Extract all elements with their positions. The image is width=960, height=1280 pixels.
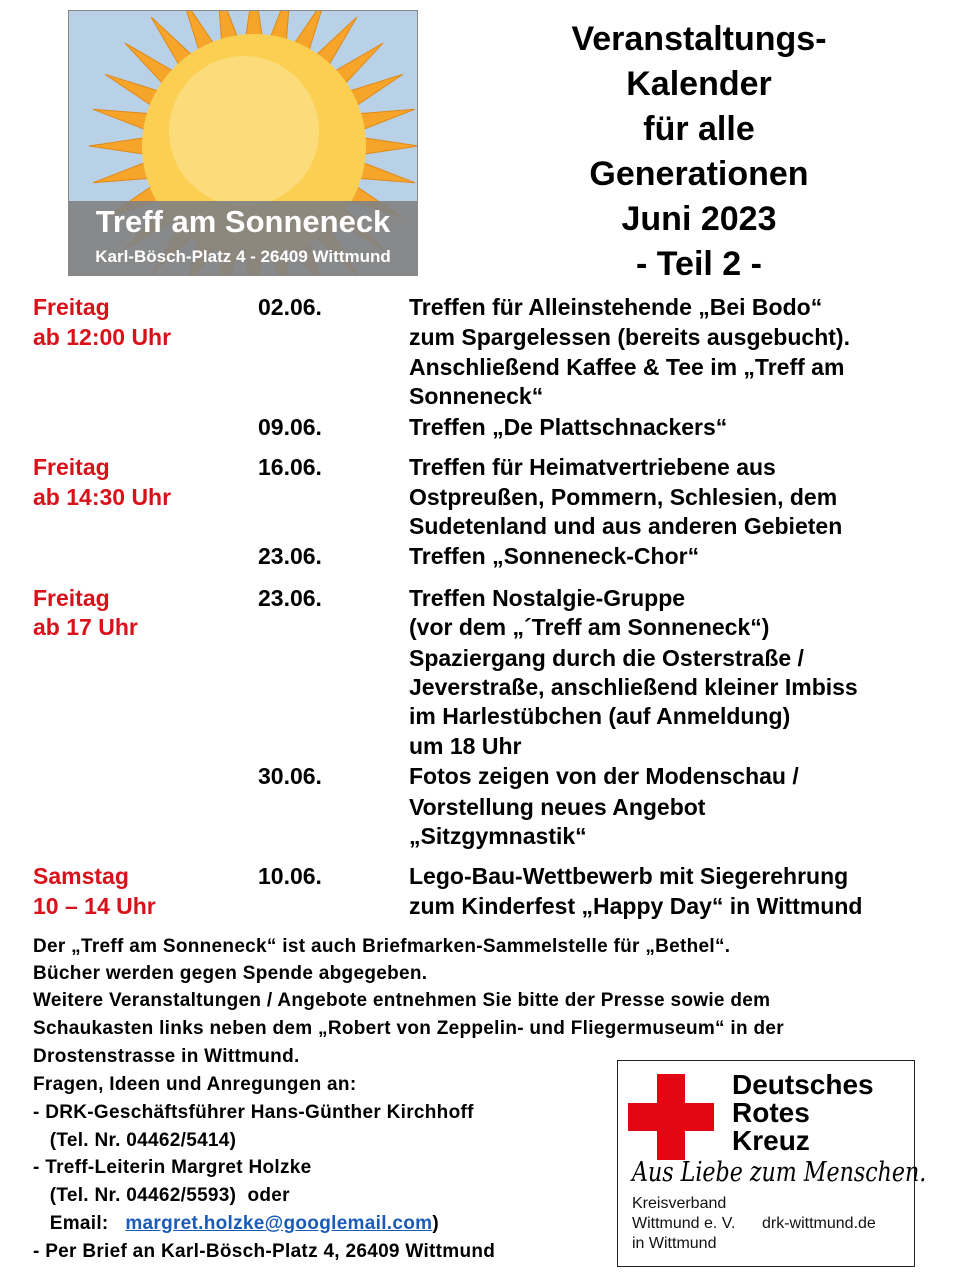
- drk-name-line: Rotes: [732, 1097, 810, 1128]
- event-desc: zum Kinderfest „Happy Day“ in Wittmund: [409, 893, 863, 919]
- drk-name-line: Deutsches: [732, 1069, 874, 1100]
- title-line: Veranstaltungs-: [571, 20, 827, 58]
- red-cross-icon: [628, 1074, 714, 1160]
- event-desc: Treffen „Sonneneck-Chor“: [409, 543, 700, 569]
- drk-name-line: Kreuz: [732, 1125, 810, 1156]
- title-line: Kalender: [626, 65, 772, 103]
- drk-org-line: Wittmund e. V.: [632, 1215, 736, 1232]
- footer-line: Drostenstrasse in Wittmund.: [33, 1046, 300, 1067]
- footer-line: - Treff-Leiterin Margret Holzke: [33, 1157, 312, 1178]
- email-close: ): [432, 1213, 439, 1234]
- event-date: 09.06.: [258, 414, 322, 440]
- footer-line: Schaukasten links neben dem „Robert von Zeppelin- und Fliegermuseum“ in der: [33, 1018, 784, 1039]
- footer-line: Weitere Veranstaltungen / Angebote entnehmen Sie bitte der Presse sowie dem: [33, 990, 771, 1011]
- event-desc: Lego-Bau-Wettbewerb mit Siegerehrung: [409, 863, 849, 889]
- event-day: Freitag: [33, 294, 110, 320]
- drk-org-line: in Wittmund: [632, 1235, 717, 1252]
- event-desc: Ostpreußen, Pommern, Schlesien, dem: [409, 484, 838, 510]
- title-line: Juni 2023: [621, 200, 777, 238]
- drk-logo: [617, 1060, 927, 1267]
- event-desc: Anschließend Kaffee & Tee im „Treff am: [409, 354, 845, 380]
- title-line: Generationen: [589, 155, 809, 193]
- footer-line: Bücher werden gegen Spende abgegeben.: [33, 963, 428, 984]
- event-date: 23.06.: [258, 585, 322, 611]
- title-line: - Teil 2 -: [636, 245, 762, 283]
- event-desc: Sudetenland und aus anderen Gebieten: [409, 513, 843, 539]
- event-desc: im Harlestübchen (auf Anmeldung): [409, 703, 791, 729]
- email-link[interactable]: margret.holzke@googlemail.com: [125, 1213, 433, 1234]
- event-desc: Spaziergang durch die Osterstraße /: [409, 645, 804, 671]
- event-desc: (vor dem „´Treff am Sonneneck“): [409, 614, 770, 640]
- event-day: Freitag: [33, 454, 110, 480]
- footer-line: (Tel. Nr. 04462/5414): [33, 1130, 237, 1151]
- event-day: Samstag: [33, 863, 129, 889]
- drk-slogan: Aus Liebe zum Menschen.: [632, 1157, 927, 1188]
- event-desc: Treffen für Heimatvertriebene aus: [409, 454, 776, 480]
- event-desc: Treffen Nostalgie-Gruppe: [409, 585, 686, 611]
- event-desc: „Sitzgymnastik“: [409, 823, 587, 849]
- event-date: 02.06.: [258, 294, 322, 320]
- logo-name: Treff am Sonneneck: [95, 204, 391, 239]
- event-desc: zum Spargelessen (bereits ausgebucht).: [409, 324, 850, 350]
- title-line: für alle: [643, 110, 755, 148]
- footer-line: Fragen, Ideen und Anregungen an:: [33, 1074, 357, 1095]
- event-date: 30.06.: [258, 763, 322, 789]
- email-label: Email:: [33, 1213, 109, 1234]
- footer-email-line: [33, 1213, 439, 1235]
- logo-address: Karl-Bösch-Platz 4 - 26409 Wittmund: [95, 247, 391, 266]
- footer-line: - DRK-Geschäftsführer Hans-Günther Kirchhoff: [33, 1102, 474, 1123]
- footer-line: Der „Treff am Sonneneck“ ist auch Briefmarken-Sammelstelle für „Bethel“.: [33, 936, 731, 957]
- event-time: ab 17 Uhr: [33, 614, 138, 640]
- event-desc: Jeverstraße, anschließend kleiner Imbiss: [409, 674, 858, 700]
- event-time: ab 14:30 Uhr: [33, 484, 172, 510]
- drk-org-line: Kreisverband: [632, 1195, 727, 1212]
- treff-logo: [68, 10, 418, 276]
- event-day: Freitag: [33, 585, 110, 611]
- event-date: 23.06.: [258, 543, 322, 569]
- event-desc: Vorstellung neues Angebot: [409, 794, 706, 820]
- event-date: 10.06.: [258, 863, 322, 889]
- event-time: 10 – 14 Uhr: [33, 893, 156, 919]
- event-desc: Sonneneck“: [409, 383, 544, 409]
- event-desc: um 18 Uhr: [409, 733, 522, 759]
- drk-website: drk-wittmund.de: [762, 1215, 876, 1232]
- event-date: 16.06.: [258, 454, 322, 480]
- event-time: ab 12:00 Uhr: [33, 324, 172, 350]
- footer-line: - Per Brief an Karl-Bösch-Platz 4, 26409 Wittmund: [33, 1241, 496, 1262]
- footer-line: (Tel. Nr. 04462/5593) oder: [33, 1185, 290, 1206]
- event-desc: Treffen „De Plattschnackers“: [409, 414, 728, 440]
- event-desc: Treffen für Alleinstehende „Bei Bodo“: [409, 294, 823, 320]
- event-desc: Fotos zeigen von der Modenschau /: [409, 763, 799, 789]
